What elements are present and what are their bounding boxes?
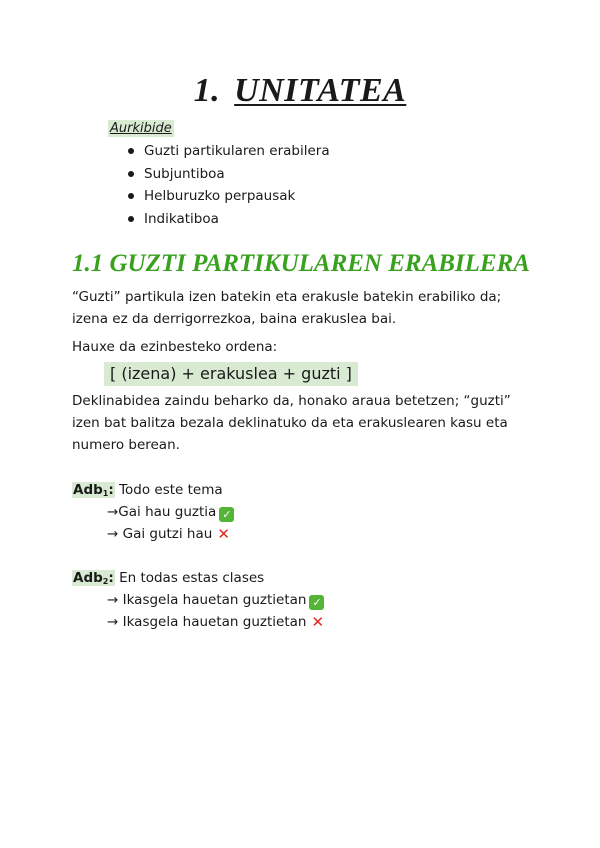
paragraph-intro: “Guzti” partikula izen batekin eta erakusle batekin erabiliko da; izena ez da derrigorrezkoa, baina erakuslea bai. bbox=[72, 289, 502, 327]
toc-list bbox=[126, 140, 330, 230]
title-number: 1. bbox=[193, 72, 221, 109]
page-title bbox=[0, 72, 600, 110]
toc-label: Aurkibide bbox=[110, 121, 172, 136]
toc-item: Helburuzko perpausak bbox=[126, 185, 330, 208]
cross-mark-icon: ✕ bbox=[217, 525, 230, 543]
wrong-answer: → Ikasgela hauetan guztietan bbox=[107, 614, 307, 630]
wrong-answer: → Gai gutzi hau bbox=[107, 526, 213, 542]
correct-answer: → Ikasgela hauetan guztietan bbox=[107, 592, 307, 608]
example-2-correct bbox=[107, 589, 324, 611]
cross-mark-icon: ✕ bbox=[311, 613, 325, 631]
toc-item: Guzti partikularen erabilera bbox=[126, 140, 330, 163]
example-1-correct bbox=[107, 501, 234, 523]
example-label: Adb$_2$: bbox=[73, 570, 114, 586]
example-source-text: Todo este tema bbox=[119, 482, 223, 498]
title-word: UNITATEA bbox=[234, 72, 407, 109]
example-2 bbox=[72, 567, 264, 591]
check-mark-icon: ✓ bbox=[219, 507, 234, 522]
correct-answer: →Gai hau guztia bbox=[107, 504, 217, 520]
example-label: Adb$_1$: bbox=[73, 482, 114, 498]
toc-item: Subjuntiboa bbox=[126, 163, 330, 186]
section-heading: 1.1 GUZTI PARTIKULAREN ERABILERA bbox=[72, 250, 530, 277]
toc-item: Indikatiboa bbox=[126, 208, 330, 231]
check-mark-icon: ✓ bbox=[309, 595, 324, 610]
paragraph-declension: Deklinabidea zaindu beharko da, honako araua betetzen; “guzti” izen bat balitza bezala deklinatuko da eta erakuslearen kasu eta numero berean. bbox=[72, 393, 511, 453]
example-source-text: En todas estas clases bbox=[119, 570, 265, 586]
example-2-wrong bbox=[107, 611, 324, 633]
formula-box: [ (izena) + erakuslea + guzti ] bbox=[104, 362, 358, 386]
paragraph-order: Hauxe da ezinbesteko ordena: bbox=[72, 339, 278, 355]
example-1 bbox=[72, 479, 223, 503]
example-1-wrong bbox=[107, 523, 230, 545]
